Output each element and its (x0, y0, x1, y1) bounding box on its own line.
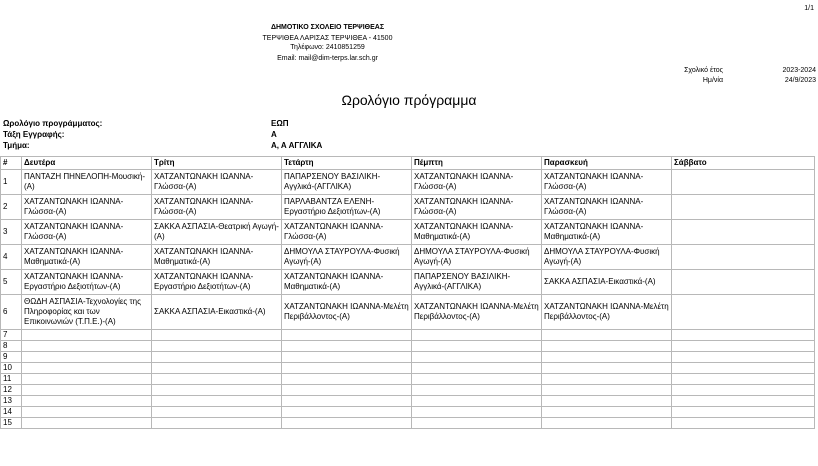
header-saturday: Σάββατο (672, 157, 815, 170)
lesson-cell (152, 407, 282, 418)
lesson-cell (282, 330, 412, 341)
lesson-cell (282, 418, 412, 429)
lesson-cell (282, 396, 412, 407)
lesson-cell (412, 407, 542, 418)
lesson-cell (152, 341, 282, 352)
lesson-text: ΠΑΝΤΑΖΗ ΠΗΝΕΛΟΠΗ-Μουσική-(Α) (24, 172, 146, 191)
table-row (1, 352, 815, 363)
section-value: Α, Α ΑΓΓΛΙΚΑ (271, 141, 323, 150)
period-number: 15 (1, 418, 22, 429)
lesson-cell (22, 220, 152, 245)
lesson-cell (152, 245, 282, 270)
lesson-cell (152, 170, 282, 195)
lesson-text: ΔΗΜΟΥΛΑ ΣΤΑΥΡΟΥΛΑ-Φυσική Αγωγή-(Α) (414, 247, 530, 266)
table-row (1, 245, 815, 270)
lesson-text: ΧΑΤΖΑΝΤΩΝΑΚΗ ΙΩΑΝΝΑ-Μελέτη Περιβάλλοντος-(Α) (414, 302, 539, 321)
lesson-cell (542, 352, 672, 363)
table-row (1, 418, 815, 429)
lesson-cell (22, 396, 152, 407)
lesson-text: ΧΑΤΖΑΝΤΩΝΑΚΗ ΙΩΑΝΝΑ-Γλώσσα-(Α) (414, 172, 514, 191)
lesson-cell (412, 352, 542, 363)
school-address: ΤΕΡΨΙΘΕΑ ΛΑΡΙΣΑΣ ΤΕΡΨΙΘΕΑ - 41500 (262, 35, 393, 42)
lesson-cell (412, 341, 542, 352)
lesson-cell (412, 363, 542, 374)
lesson-text: ΘΩΔΗ ΑΣΠΑΣΙΑ-Τεχνολογίες της Πληροφορίας και των Επικοινωνιών (Τ.Π.Ε.)-(Α) (24, 297, 141, 326)
lesson-text: ΧΑΤΖΑΝΤΩΝΑΚΗ ΙΩΑΝΝΑ-Εργαστήριο Δεξιοτήτων-(Α) (24, 272, 124, 291)
date-label: Ημ/νία (702, 77, 723, 84)
period-number: 10 (1, 363, 22, 374)
period-number: 6 (1, 295, 22, 330)
lesson-cell (542, 374, 672, 385)
lesson-cell (282, 341, 412, 352)
lesson-cell (152, 330, 282, 341)
lesson-cell (672, 341, 815, 352)
lesson-cell (672, 195, 815, 220)
lesson-cell (22, 363, 152, 374)
lesson-cell (542, 363, 672, 374)
table-row (1, 407, 815, 418)
lesson-text: ΧΑΤΖΑΝΤΩΝΑΚΗ ΙΩΑΝΝΑ-Γλώσσα-(Α) (24, 197, 124, 216)
period-number: 4 (1, 245, 22, 270)
lesson-cell (412, 418, 542, 429)
section-label: Τμήμα: (3, 141, 30, 150)
lesson-cell (282, 385, 412, 396)
lesson-cell (22, 330, 152, 341)
lesson-text: ΧΑΤΖΑΝΤΩΝΑΚΗ ΙΩΑΝΝΑ-Μαθηματικά-(Α) (544, 222, 644, 241)
header-monday: Δευτέρα (22, 157, 152, 170)
header-wednesday: Τετάρτη (282, 157, 412, 170)
table-row (1, 363, 815, 374)
lesson-cell (152, 385, 282, 396)
lesson-text: ΧΑΤΖΑΝΤΩΝΑΚΗ ΙΩΑΝΝΑ-Γλώσσα-(Α) (154, 197, 254, 216)
lesson-cell (412, 245, 542, 270)
lesson-text: ΧΑΤΖΑΝΤΩΝΑΚΗ ΙΩΑΝΝΑ-Μελέτη Περιβάλλοντος-(Α) (544, 302, 669, 321)
lesson-text: ΧΑΤΖΑΝΤΩΝΑΚΗ ΙΩΑΝΝΑ-Μαθηματικά-(Α) (24, 247, 124, 266)
lesson-cell (542, 341, 672, 352)
header-tuesday: Τρίτη (152, 157, 282, 170)
lesson-text: ΣΑΚΚΑ ΑΣΠΑΣΙΑ-Θεατρική Αγωγή-(Α) (154, 222, 279, 241)
school-email: Email: mail@dim-terps.lar.sch.gr (277, 55, 378, 62)
lesson-cell (22, 270, 152, 295)
lesson-cell (412, 396, 542, 407)
lesson-cell (672, 245, 815, 270)
lesson-cell (22, 374, 152, 385)
timetable-header-row (1, 157, 815, 170)
lesson-cell (412, 374, 542, 385)
program-value: ΕΩΠ (271, 119, 289, 128)
lesson-cell (282, 374, 412, 385)
lesson-cell (672, 363, 815, 374)
table-row (1, 396, 815, 407)
table-row (1, 374, 815, 385)
lesson-cell (672, 407, 815, 418)
lesson-cell (412, 295, 542, 330)
school-phone: Τηλέφωνο: 2410851259 (290, 44, 365, 51)
lesson-text: ΧΑΤΖΑΝΤΩΝΑΚΗ ΙΩΑΝΝΑ-Γλώσσα-(Α) (154, 172, 254, 191)
lesson-cell (672, 295, 815, 330)
lesson-text: ΧΑΤΖΑΝΤΩΝΑΚΗ ΙΩΑΝΝΑ-Εργαστήριο Δεξιοτήτων-(Α) (154, 272, 254, 291)
lesson-text: ΣΑΚΚΑ ΑΣΠΑΣΙΑ-Εικαστικά-(Α) (544, 277, 656, 286)
lesson-cell (22, 385, 152, 396)
header-friday: Παρασκευή (542, 157, 672, 170)
lesson-cell (672, 385, 815, 396)
lesson-cell (542, 170, 672, 195)
lesson-cell (152, 270, 282, 295)
lesson-text: ΠΑΠΑΡΣΕΝΟΥ ΒΑΣΙΛΙΚΗ-Αγγλικά-(ΑΓΓΛΙΚΑ) (284, 172, 381, 191)
lesson-cell (152, 295, 282, 330)
period-number: 14 (1, 407, 22, 418)
header-thursday: Πέμπτη (412, 157, 542, 170)
lesson-cell (22, 170, 152, 195)
lesson-cell (542, 330, 672, 341)
lesson-cell (22, 418, 152, 429)
lesson-cell (282, 195, 412, 220)
page-title: Ωρολόγιο πρόγραμμα (341, 92, 477, 108)
school-year-label: Σχολικό έτος (684, 67, 723, 74)
lesson-cell (672, 374, 815, 385)
table-row (1, 270, 815, 295)
lesson-text: ΧΑΤΖΑΝΤΩΝΑΚΗ ΙΩΑΝΝΑ-Γλώσσα-(Α) (414, 197, 514, 216)
timetable (0, 156, 815, 429)
table-row (1, 385, 815, 396)
lesson-text: ΧΑΤΖΑΝΤΩΝΑΚΗ ΙΩΑΝΝΑ-Μαθηματικά-(Α) (284, 272, 384, 291)
school-name: ΔΗΜΟΤΙΚΟ ΣΧΟΛΕΙΟ ΤΕΡΨΙΘΕΑΣ (270, 24, 385, 31)
lesson-cell (412, 270, 542, 295)
lesson-cell (282, 270, 412, 295)
lesson-text: ΧΑΤΖΑΝΤΩΝΑΚΗ ΙΩΑΝΝΑ-Μελέτη Περιβάλλοντος-(Α) (284, 302, 409, 321)
lesson-cell (152, 220, 282, 245)
lesson-cell (412, 170, 542, 195)
lesson-cell (412, 385, 542, 396)
lesson-text: ΧΑΤΖΑΝΤΩΝΑΚΗ ΙΩΑΝΝΑ-Γλώσσα-(Α) (544, 172, 644, 191)
table-row (1, 170, 815, 195)
lesson-cell (542, 195, 672, 220)
lesson-cell (542, 270, 672, 295)
period-number: 2 (1, 195, 22, 220)
lesson-cell (672, 220, 815, 245)
lesson-cell (22, 295, 152, 330)
lesson-cell (22, 352, 152, 363)
lesson-cell (412, 220, 542, 245)
lesson-cell (542, 220, 672, 245)
lesson-cell (412, 195, 542, 220)
lesson-text: ΧΑΤΖΑΝΤΩΝΑΚΗ ΙΩΑΝΝΑ-Γλώσσα-(Α) (284, 222, 384, 241)
lesson-cell (282, 407, 412, 418)
lesson-cell (542, 418, 672, 429)
lesson-cell (22, 195, 152, 220)
table-row (1, 341, 815, 352)
lesson-cell (412, 330, 542, 341)
lesson-text: ΧΑΤΖΑΝΤΩΝΑΚΗ ΙΩΑΝΝΑ-Γλώσσα-(Α) (544, 197, 644, 216)
period-number: 1 (1, 170, 22, 195)
lesson-text: ΠΑΠΑΡΣΕΝΟΥ ΒΑΣΙΛΙΚΗ-Αγγλικά-(ΑΓΓΛΙΚΑ) (414, 272, 511, 291)
period-number: 12 (1, 385, 22, 396)
period-number: 8 (1, 341, 22, 352)
period-number: 7 (1, 330, 22, 341)
lesson-cell (542, 245, 672, 270)
date-value: 24/9/2023 (784, 77, 816, 84)
lesson-cell (542, 407, 672, 418)
lesson-cell (672, 352, 815, 363)
lesson-text: ΠΑΡΛΑΒΑΝΤΖΑ ΕΛΕΝΗ-Εργαστήριο Δεξιοτήτων-(Α) (284, 197, 381, 216)
lesson-cell (22, 245, 152, 270)
table-row (1, 330, 815, 341)
table-row (1, 195, 815, 220)
period-number: 3 (1, 220, 22, 245)
lesson-cell (152, 396, 282, 407)
lesson-cell (282, 245, 412, 270)
lesson-cell (542, 385, 672, 396)
lesson-text: ΧΑΤΖΑΝΤΩΝΑΚΗ ΙΩΑΝΝΑ-Μαθηματικά-(Α) (414, 222, 514, 241)
program-label: Ωρολόγιο προγράμματος: (3, 119, 103, 128)
lesson-text: ΣΑΚΚΑ ΑΣΠΑΣΙΑ-Εικαστικά-(Α) (154, 307, 266, 316)
page-number: 1/1 (804, 5, 814, 12)
lesson-cell (672, 396, 815, 407)
lesson-cell (282, 352, 412, 363)
lesson-cell (542, 295, 672, 330)
lesson-cell (672, 330, 815, 341)
period-number: 9 (1, 352, 22, 363)
period-number: 13 (1, 396, 22, 407)
lesson-cell (152, 363, 282, 374)
header-number: # (1, 157, 22, 170)
lesson-cell (282, 363, 412, 374)
lesson-cell (152, 195, 282, 220)
lesson-cell (152, 418, 282, 429)
table-row (1, 295, 815, 330)
class-value: Α (271, 130, 277, 139)
lesson-cell (282, 220, 412, 245)
lesson-cell (282, 295, 412, 330)
lesson-cell (672, 170, 815, 195)
lesson-text: ΧΑΤΖΑΝΤΩΝΑΚΗ ΙΩΑΝΝΑ-Μαθηματικά-(Α) (154, 247, 254, 266)
lesson-cell (22, 407, 152, 418)
lesson-cell (672, 418, 815, 429)
lesson-cell (152, 374, 282, 385)
table-row (1, 220, 815, 245)
lesson-cell (282, 170, 412, 195)
period-number: 11 (1, 374, 22, 385)
lesson-cell (542, 396, 672, 407)
lesson-cell (22, 341, 152, 352)
lesson-text: ΧΑΤΖΑΝΤΩΝΑΚΗ ΙΩΑΝΝΑ-Γλώσσα-(Α) (24, 222, 124, 241)
school-year-value: 2023-2024 (782, 67, 816, 74)
class-label: Τάξη Εγγραφής: (3, 130, 65, 139)
lesson-cell (152, 352, 282, 363)
lesson-text: ΔΗΜΟΥΛΑ ΣΤΑΥΡΟΥΛΑ-Φυσική Αγωγή-(Α) (284, 247, 400, 266)
lesson-cell (672, 270, 815, 295)
period-number: 5 (1, 270, 22, 295)
lesson-text: ΔΗΜΟΥΛΑ ΣΤΑΥΡΟΥΛΑ-Φυσική Αγωγή-(Α) (544, 247, 660, 266)
